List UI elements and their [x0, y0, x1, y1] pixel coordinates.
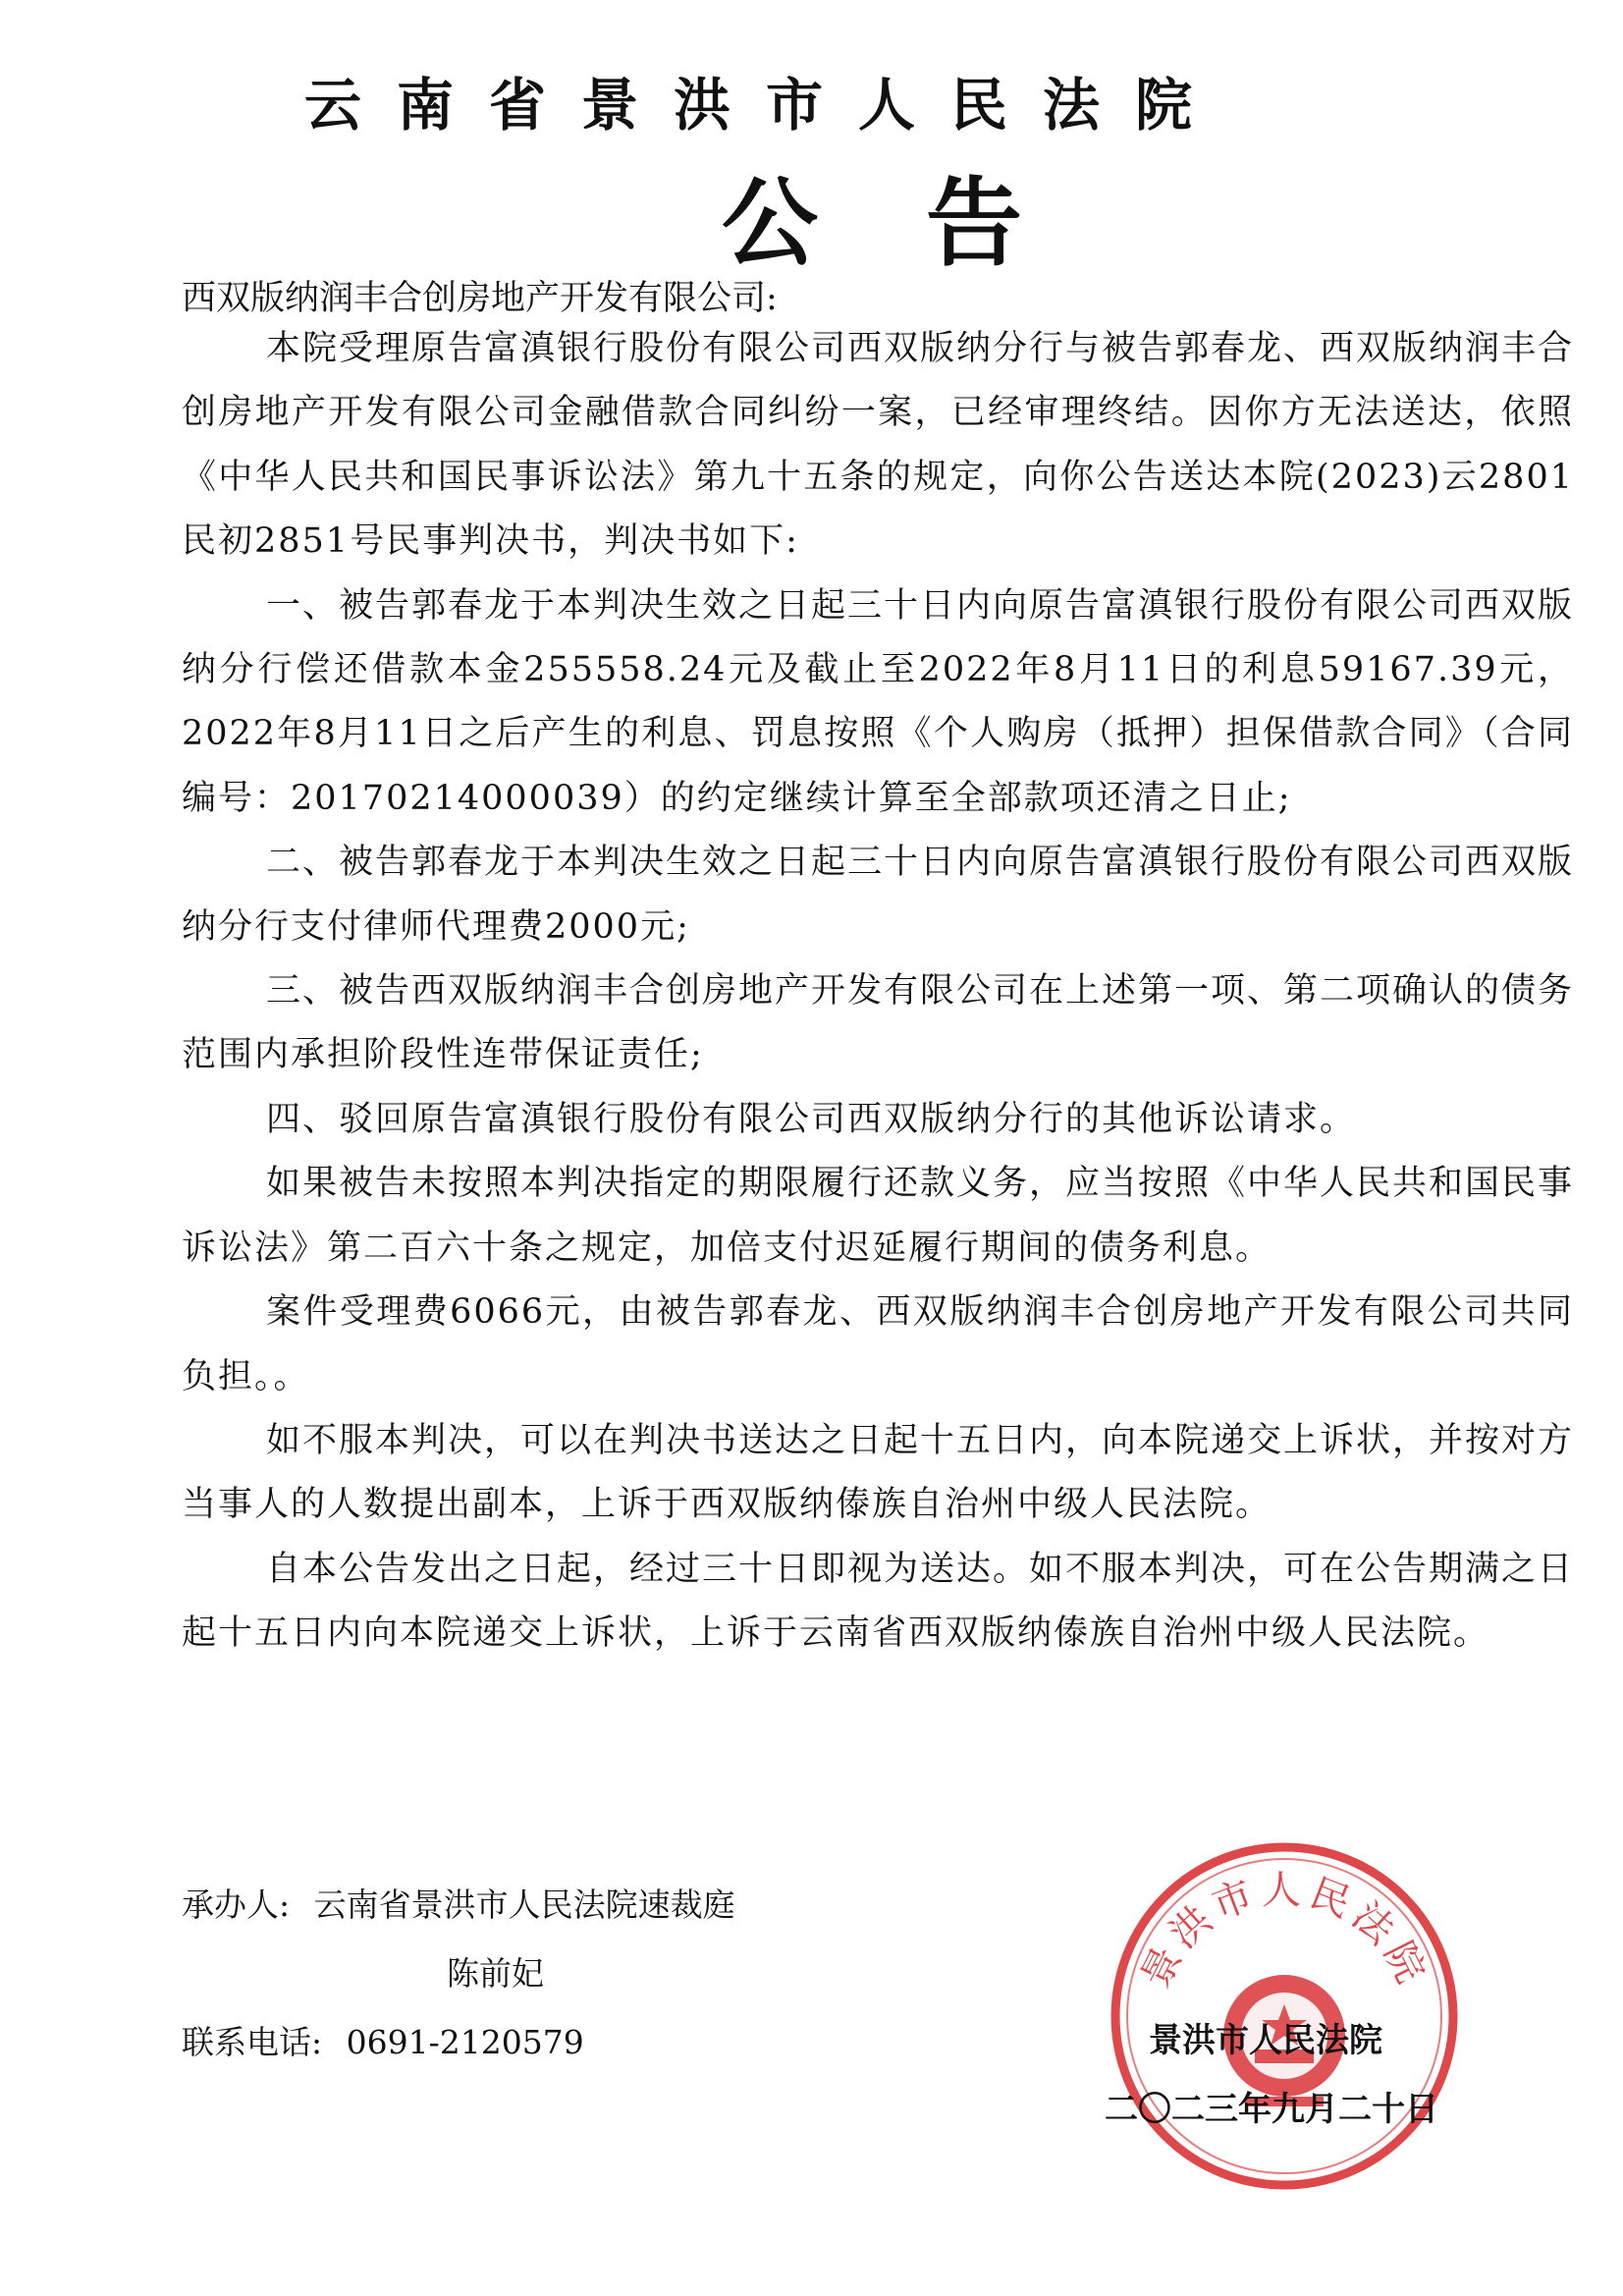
court-name: 云南省景洪市人民法院 — [304, 72, 1228, 138]
paragraph-item-4: 四、驳回原告富滇银行股份有限公司西双版纳分行的其他诉讼请求。 — [266, 1099, 1357, 1139]
handler-value: 云南省景洪市人民法院速裁庭 — [313, 1886, 735, 1924]
seal-text: 景洪市人民法院 — [1132, 1868, 1436, 1995]
clerk-name: 陈前妃 — [447, 1954, 544, 1993]
notice-body — [182, 317, 1574, 1667]
handler-line — [182, 1881, 735, 1930]
phone-label: 联系电话: — [182, 2023, 323, 2061]
addressee: 西双版纳润丰合创房地产开发有限公司: — [182, 279, 778, 318]
paragraph-appeal: 如不服本判决，可以在判决书送达之日起十五日内，向本院递交上诉状，并按对方当事人的人数提出副本，上诉于西双版纳傣族自治州中级人民法院。 — [182, 1420, 1575, 1525]
paragraph-item-2: 二、被告郭春龙于本判决生效之日起三十日内向原告富滇银行股份有限公司西双版纳分行支付律师代理费2000元; — [182, 843, 1575, 947]
signature-date: 二〇二三年九月二十日 — [1105, 2090, 1438, 2129]
signature-court: 景洪市人民法院 — [1149, 2021, 1382, 2060]
paragraph-service: 自本公告发出之日起，经过三十日即视为送达。如不服本判决，可在公告期满之日起十五日内向本院递交上诉状，上诉于云南省西双版纳傣族自治州中级人民法院。 — [182, 1549, 1575, 1654]
paragraph-item-3: 三、被告西双版纳润丰合创房地产开发有限公司在上述第一项、第二项确认的债务范围内承担阶段性连带保证责任; — [182, 971, 1575, 1075]
paragraph-fee: 案件受理费6066元，由被告郭春龙、西双版纳润丰合创房地产开发有限公司共同负担。。 — [182, 1292, 1574, 1396]
paragraph-item-1: 一、被告郭春龙于本判决生效之日起三十日内向原告富滇银行股份有限公司西双版纳分行偿还借款本金255558.24元及截止至2022年8月11日的利息59167.39元，2022年8月11日之后产生的利息、罚息按照《个人购房（抵押）担保借款合同》（合同编号：20170214000039）的约定继续计算至全部款项还清之日止; — [182, 585, 1575, 818]
paragraph-interest: 如果被告未按照本判决指定的期限履行还款义务，应当按照《中华人民共和国民事诉讼法》第二百六十条之规定，加倍支付迟延履行期间的债务利息。 — [182, 1164, 1575, 1268]
phone-line — [182, 2018, 584, 2067]
document-title: 公告 — [722, 167, 1131, 280]
handler-label: 承办人: — [182, 1886, 291, 1924]
phone-value: 0691-2120579 — [346, 2023, 584, 2061]
paragraph-intro: 本院受理原告富滇银行股份有限公司西双版纳分行与被告郭春龙、西双版纳润丰合创房地产开发有限公司金融借款合同纠纷一案，已经审理终结。因你方无法送达，依照《中华人民共和国民事诉讼法》第九十五条的规定，向你公告送达本院(2023)云2801民初2851号民事判决书，判决书如下: — [182, 329, 1575, 562]
